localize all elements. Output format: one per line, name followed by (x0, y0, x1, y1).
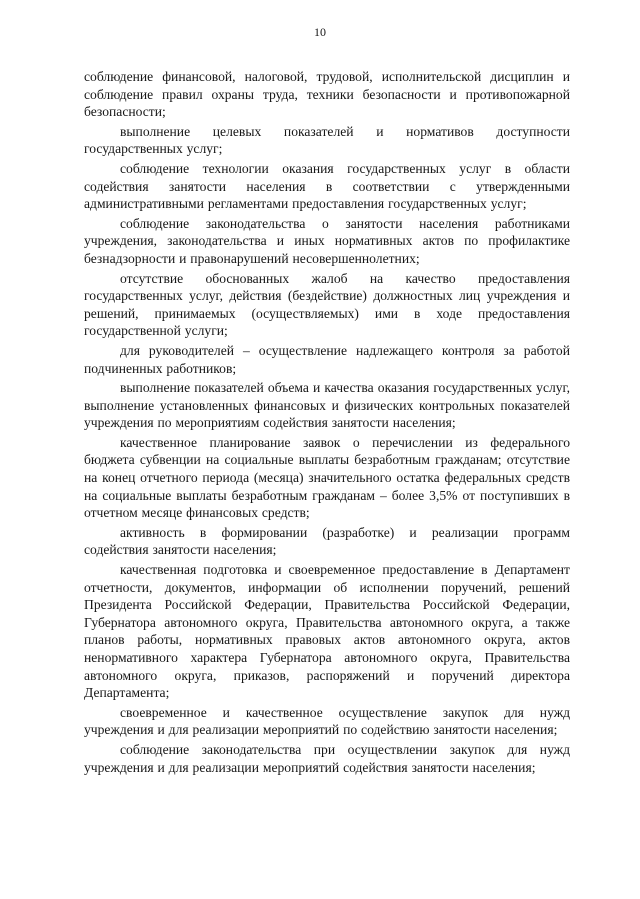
paragraph-2: выполнение целевых показателей и нормативов доступности государственных услуг; (84, 123, 570, 157)
paragraph-10: качественная подготовка и своевременное предоставление в Департамент отчетности, документов, информации об исполнении поручений, решений Президента Российской Федерации, Правительства Российской Федерации, Губернатора автономного округа, Правительства автономного округа, а также планов работы, нормативных правовых актов автономного округа, актов ненормативного характера Губернатора автономного округа, Правительства автономного округа, приказов, распоряжений и поручений директора Департамента; (84, 562, 570, 701)
paragraph-8: качественное планирование заявок о перечислении из федерального бюджета субвенции на социальные выплаты безработным гражданам; отсутствие на конец отчетного периода (месяца) значительного остатка федеральных средств на социальные выплаты безработным гражданам – более 3,5% от поступивших в отчетном месяце финансовых средств; (84, 434, 570, 521)
document-body (84, 68, 570, 778)
paragraph-3: соблюдение технологии оказания государственных услуг в области содействия занятости населения в соответствии с утвержденными административными регламентами предоставления государственных услуг; (84, 160, 570, 212)
paragraph-7: выполнение показателей объема и качества оказания государственных услуг, выполнение установленных финансовых и физических контрольных показателей учреждения по мероприятиям содействия занятости населения; (84, 380, 570, 431)
paragraph-9: активность в формировании (разработке) и реализации программ содействия занятости населения; (84, 524, 570, 558)
paragraph-11: своевременное и качественное осуществление закупок для нужд учреждения и для реализации мероприятий по содействию занятости населения; (84, 704, 570, 738)
paragraph-6: для руководителей – осуществление надлежащего контроля за работой подчиненных работников; (84, 342, 570, 376)
paragraph-1: соблюдение финансовой, налоговой, трудовой, исполнительской дисциплин и соблюдение правил охраны труда, техники безопасности и противопожарной безопасности; (84, 69, 570, 120)
page-number: 10 (314, 25, 326, 39)
paragraph-4: соблюдение законодательства о занятости населения работниками учреждения, законодательства и иных нормативных актов по профилактике безнадзорности и правонарушений несовершеннолетних; (84, 215, 570, 266)
paragraph-5: отсутствие обоснованных жалоб на качество предоставления государственных услуг, действия (бездействие) должностных лиц учреждения и решений, принимаемых (осуществляемых) ими в ходе предоставления государственной услуги; (84, 270, 570, 339)
paragraph-12: соблюдение законодательства при осуществлении закупок для нужд учреждения и для реализации мероприятий содействия занятости населения; (84, 741, 570, 775)
